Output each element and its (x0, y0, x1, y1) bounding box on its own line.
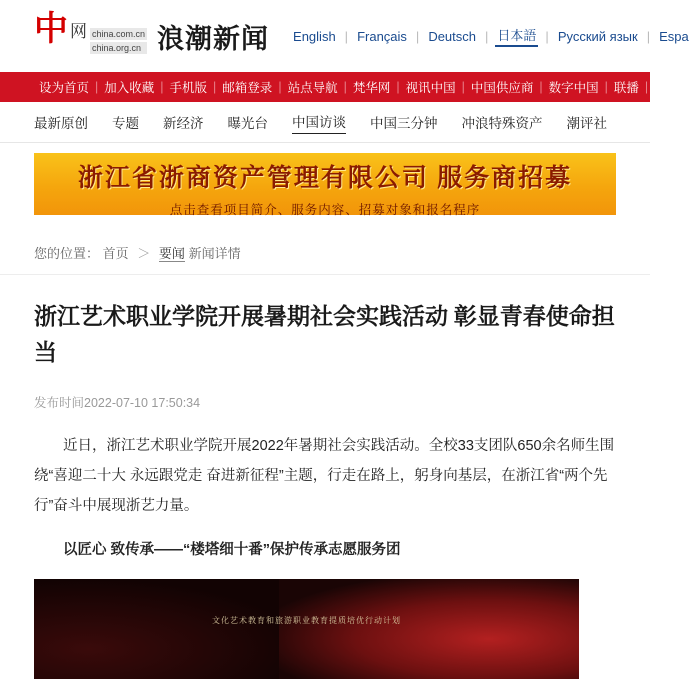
util-link-site-map[interactable]: 站点导航 (287, 81, 338, 95)
banner-title: 浙江省浙商资产管理有限公司 服务商招募 (77, 165, 573, 192)
channel-link-chaopingshe[interactable]: 潮评社 (566, 116, 607, 131)
util-divider: | (95, 80, 99, 94)
page-title: 浙江艺术职业学院开展暑期社会实践活动 彰显青春使命担当 (34, 304, 615, 365)
publish-time-value: 2022-07-10 17:50:34 (84, 396, 201, 410)
util-link-mobile[interactable]: 手机版 (169, 81, 208, 95)
image-caption: 文化艺术教育和旅游职业教育提质培优行动计划 (212, 616, 401, 625)
lang-link-espanol[interactable]: Espa (659, 28, 689, 44)
lang-link-francais[interactable]: Français (357, 28, 407, 44)
breadcrumb-current: 新闻详情 (188, 246, 241, 261)
lang-divider: | (646, 28, 651, 44)
lang-divider: | (344, 28, 349, 44)
channel-link-special-assets[interactable]: 冲浪特殊资产 (461, 116, 543, 131)
util-divider: | (160, 80, 164, 94)
util-link-digital-china[interactable]: 数字中国 (548, 81, 599, 95)
logo-url-org: china.org.cn (90, 42, 147, 54)
logo-cn-char: 中 (34, 11, 67, 48)
util-divider: | (343, 80, 347, 94)
util-link-add-favorite[interactable]: 加入收藏 (104, 81, 155, 95)
article-image (34, 579, 579, 679)
util-divider: | (213, 80, 217, 94)
article (0, 275, 650, 565)
util-divider: | (539, 80, 543, 94)
channel-link-latest-original[interactable]: 最新原创 (34, 116, 88, 131)
channel-link-china-interview[interactable]: 中国访谈 (292, 111, 346, 134)
lang-divider: | (545, 28, 549, 44)
channel-link-topics[interactable]: 专题 (112, 116, 139, 131)
util-link-lianbo[interactable]: 联播 (613, 81, 639, 95)
channel-link-exposure[interactable]: 曝光台 (227, 116, 268, 131)
article-meta (34, 393, 616, 411)
lang-link-deutsch[interactable]: Deutsch (428, 28, 477, 44)
util-link-fanhua[interactable]: 梵华网 (352, 81, 391, 95)
util-divider: | (604, 80, 608, 94)
util-divider: | (396, 80, 400, 94)
publish-time-label: 发布时间 (34, 396, 85, 410)
lang-divider: | (485, 28, 489, 44)
banner-ad[interactable] (34, 153, 616, 215)
channel-link-new-economy[interactable]: 新经济 (163, 116, 204, 131)
article-body (34, 431, 616, 565)
lang-link-russian[interactable]: Русский язык (557, 28, 638, 44)
article-subheading-1: 以匠心 致传承——“楼塔细十番”保护传承志愿服务团 (63, 542, 401, 558)
breadcrumb-prefix: 您的位置： (34, 246, 100, 261)
utility-nav-bar (0, 72, 692, 102)
site-logo[interactable] (34, 13, 269, 59)
breadcrumb-separator: ＞ (137, 246, 151, 261)
util-divider: | (461, 80, 465, 94)
language-nav (291, 25, 691, 47)
image-glow-left (34, 579, 307, 679)
channel-link-china-three-minutes[interactable]: 中国三分钟 (370, 116, 438, 131)
breadcrumb (0, 215, 650, 275)
site-header (0, 0, 689, 72)
util-link-mail-login[interactable]: 邮箱登录 (222, 81, 273, 95)
lang-link-english[interactable]: English (293, 28, 336, 44)
util-link-china-supplier[interactable]: 中国供应商 (470, 81, 534, 95)
logo-mark-icon (34, 13, 88, 59)
lang-divider: | (415, 28, 420, 44)
banner-ad-wrapper (0, 143, 650, 215)
util-link-video-china[interactable]: 视讯中国 (405, 81, 456, 95)
util-divider: | (644, 80, 649, 94)
brand-name: 浪潮新闻 (157, 23, 270, 54)
article-paragraph-1: 近日，浙江艺术职业学院开展2022年暑期社会实践活动。全校33支团队650余名师生围绕“喜迎二十大 永远跟党走 奋进新征程”主题，行走在路上，躬身向基层，在浙江省“两个先行”奋斗中展现浙艺力量。 (34, 438, 615, 514)
logo-url-com: china.com.cn (92, 29, 146, 39)
channel-nav (0, 102, 650, 143)
banner-subtitle: 点击查看项目简介、服务内容、招募对象和报名程序 (169, 203, 481, 217)
logo-urls (90, 16, 147, 56)
logo-net-char: 网 (70, 22, 87, 41)
lang-link-japanese[interactable]: 日本語 (495, 25, 538, 47)
util-divider: | (278, 80, 282, 94)
breadcrumb-link-section[interactable]: 要闻 (158, 246, 185, 261)
util-link-fengcai[interactable]: 风采中 (654, 81, 692, 95)
breadcrumb-link-home[interactable]: 首页 (102, 246, 129, 261)
util-link-set-homepage[interactable]: 设为首页 (39, 81, 90, 95)
image-glow-right (279, 579, 579, 679)
